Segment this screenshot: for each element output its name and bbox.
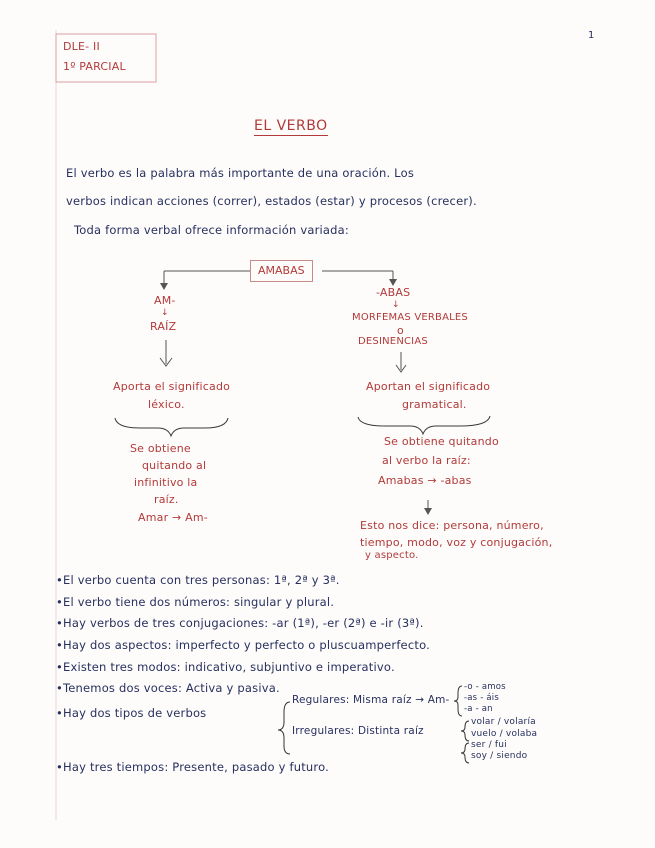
regular-ending-1: -o - amos <box>464 682 506 692</box>
intro-line-2: verbos indican acciones (correr), estados (estar) y procesos (crecer). <box>66 194 477 208</box>
left-part: AM- <box>154 294 176 307</box>
right-how-2: al verbo la raíz: <box>382 454 471 467</box>
regular-ending-2: -as - áis <box>464 693 499 703</box>
right-meaning-1: Aportan el significado <box>366 380 491 393</box>
right-small-arrow: ↓ <box>392 300 400 310</box>
irregular-example-2: vuelo / volaba <box>471 729 538 739</box>
irregular-example-1: volar / volaría <box>471 717 536 727</box>
left-label: RAÍZ <box>150 320 177 333</box>
bullet-voices: •Tenemos dos voces: Activa y pasiva. <box>56 681 280 695</box>
bullet-moods: •Existen tres modos: indicativo, subjuntivo e imperativo. <box>56 660 395 674</box>
left-how-3: infinitivo la <box>134 476 198 489</box>
right-label: MORFEMAS VERBALES <box>352 312 468 323</box>
intro-line-3: Toda forma verbal ofrece información variada: <box>74 223 350 237</box>
regular-ending-3: -a - an <box>464 704 493 714</box>
left-meaning-1: Aporta el significado <box>113 380 231 393</box>
right-meaning-2: gramatical. <box>402 398 467 411</box>
right-part: -ABAS <box>376 286 411 299</box>
right-label-2: DESINENCIAS <box>358 336 428 347</box>
bullet-conjugations: •Hay verbos de tres conjugaciones: -ar (1ª), -er (2ª) e -ir (3ª). <box>56 616 424 630</box>
right-example: Amabas → -abas <box>378 474 472 487</box>
bullet-numbers: •El verbo tiene dos números: singular y plural. <box>56 595 335 609</box>
bullet-tenses: •Hay tres tiempos: Presente, pasado y futuro. <box>56 760 329 774</box>
left-meaning-2: léxico. <box>148 398 185 411</box>
right-how-1: Se obtiene quitando <box>384 435 499 448</box>
left-how-4: raíz. <box>154 493 179 506</box>
intro-line-1: El verbo es la palabra más importante de una oración. Los <box>66 166 415 180</box>
page-number: 1 <box>588 30 595 41</box>
course-label: DLE- II <box>63 40 100 53</box>
irregular-example-3: ser / fui <box>471 740 507 750</box>
bullet-verb-types: •Hay dos tipos de verbos <box>56 706 207 720</box>
left-small-arrow: ↓ <box>161 308 169 318</box>
right-connector: o <box>397 324 404 337</box>
bullet-aspects: •Hay dos aspectos: imperfecto y perfecto o pluscuamperfecto. <box>56 638 430 652</box>
bullet-persons: •El verbo cuenta con tres personas: 1ª, 2ª y 3ª. <box>56 573 340 587</box>
left-how-1: Se obtiene <box>130 442 191 455</box>
left-example: Amar → Am- <box>138 511 208 524</box>
diagram-center-word: AMABAS <box>250 260 313 282</box>
exam-label: 1º PARCIAL <box>63 60 126 73</box>
irregular-verbs: Irregulares: Distinta raíz <box>292 725 424 737</box>
right-info-2: tiempo, modo, voz y conjugación, <box>360 536 553 549</box>
irregular-example-4: soy / siendo <box>471 751 528 761</box>
right-info-1: Esto nos dice: persona, número, <box>360 519 544 532</box>
page-title: EL VERBO <box>254 118 328 134</box>
left-how-2: quitando al <box>142 459 207 472</box>
regular-verbs: Regulares: Misma raíz → Am- <box>292 694 450 706</box>
right-info-3: y aspecto. <box>365 550 419 561</box>
